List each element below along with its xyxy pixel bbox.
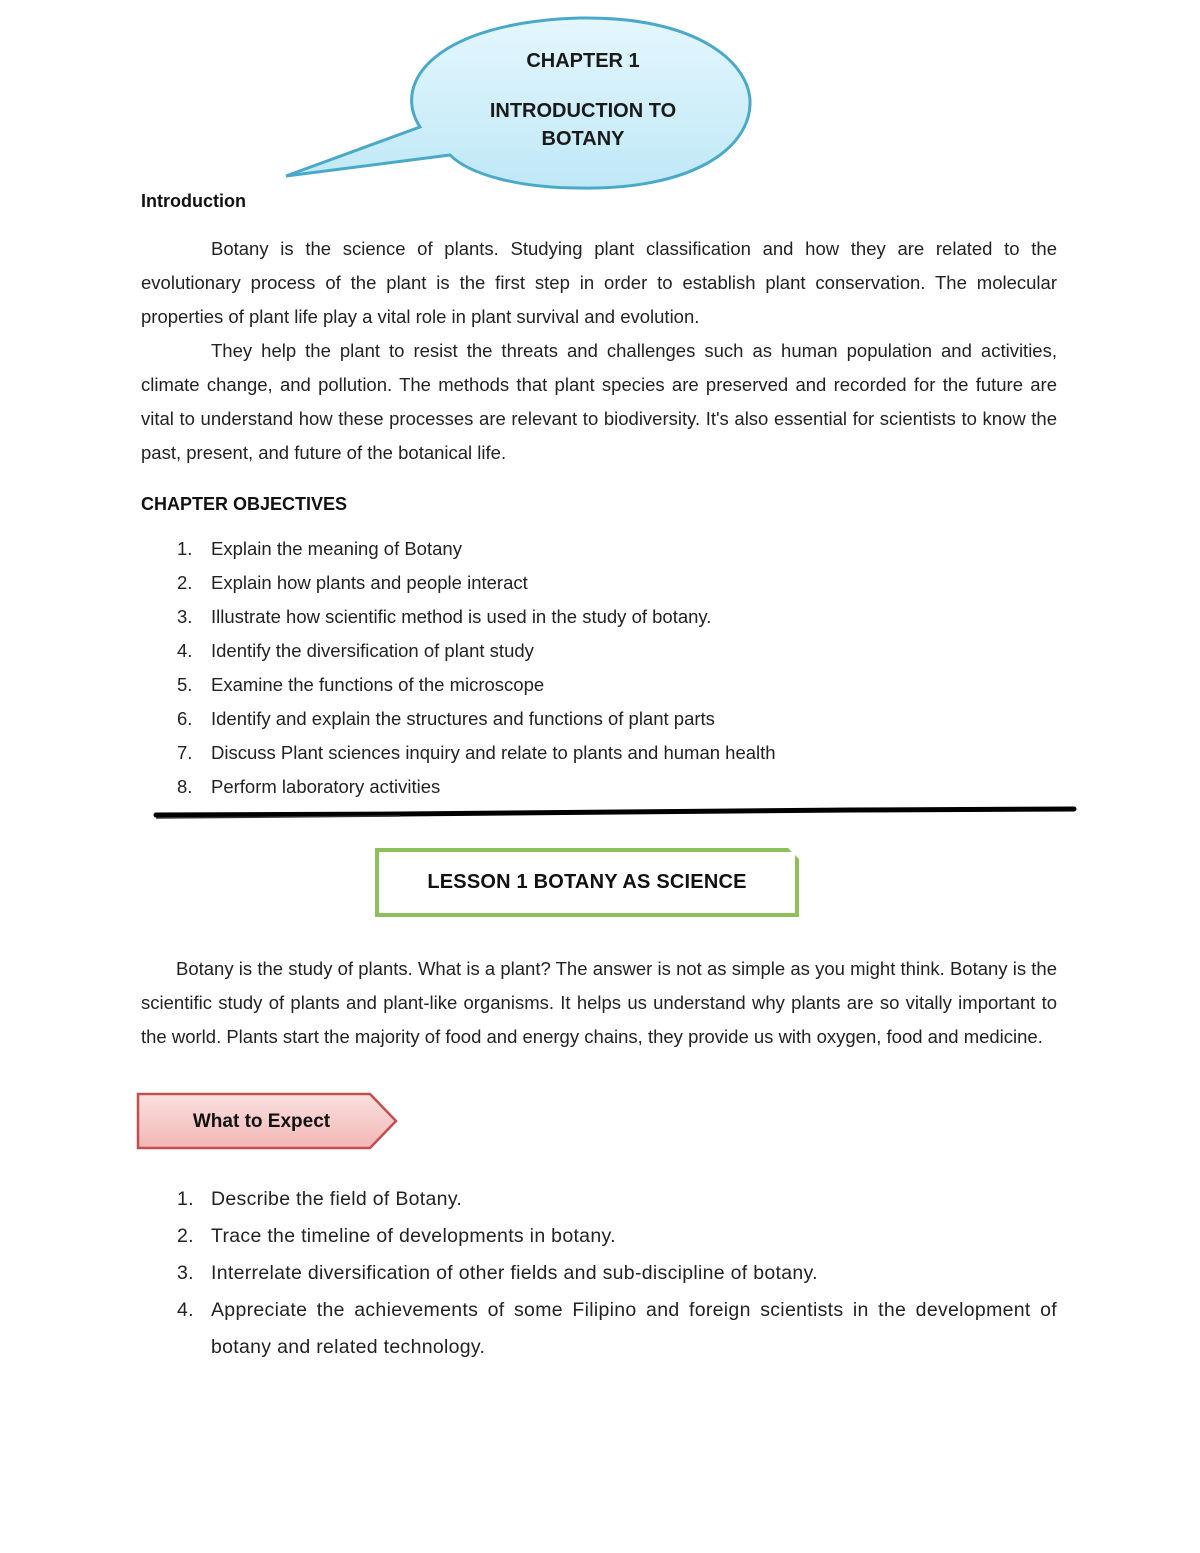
list-item-number: 5. <box>177 674 193 695</box>
list-item-text: Describe the field of Botany. <box>211 1188 463 1210</box>
lesson-paragraph-text: Botany is the study of plants. What is a plant? The answer is not as simple as you might think. Botany is the scientific study of plants and plant-like organisms. It helps us understand why plants are so vitally important to the world. Plants start the majority of food and energy chains, they provide us with oxygen, food and medicine. <box>141 958 1057 1047</box>
list-item-number: 4. <box>177 640 193 661</box>
list-item-text: Explain the meaning of Botany <box>211 538 462 559</box>
list-item-number: 8. <box>177 776 193 797</box>
chapter-title-line2: BOTANY <box>541 128 625 150</box>
list-item-number: 4. <box>177 1299 194 1321</box>
lesson-title-box <box>375 848 799 917</box>
list-item-text: Perform laboratory activities <box>211 776 441 797</box>
list-item-number: 2. <box>177 1225 194 1247</box>
list-item-text: Trace the timeline of developments in botany. <box>211 1225 616 1247</box>
introduction-heading: Introduction <box>141 191 246 211</box>
list-item-number: 1. <box>177 1188 194 1210</box>
list-item <box>141 1292 1057 1366</box>
list-item <box>141 1218 1057 1255</box>
divider-line <box>156 809 1074 815</box>
list-item <box>141 532 776 566</box>
list-item <box>141 566 776 600</box>
list-item-text: Examine the functions of the microscope <box>211 674 545 695</box>
list-item-text: Illustrate how scientific method is used in the study of botany. <box>211 606 712 627</box>
list-item-number: 1. <box>177 538 193 559</box>
introduction-paragraph-1 <box>141 232 1057 334</box>
list-item <box>141 600 776 634</box>
list-item <box>141 702 776 736</box>
lesson-title: LESSON 1 BOTANY AS SCIENCE <box>427 871 747 893</box>
list-item-number: 6. <box>177 708 193 729</box>
list-item-text: Explain how plants and people interact <box>211 572 528 593</box>
objectives-list <box>141 532 776 804</box>
list-item-number: 7. <box>177 742 193 763</box>
introduction-paragraph-2-text: They help the plant to resist the threats and challenges such as human population and activities, climate change, and pollution. The methods that plant species are preserved and recorded for the future are vital to understand how these processes are relevant to biodiversity. It's also essential for scientists to know the past, present, and future of the botanical life. <box>141 340 1057 463</box>
expect-list <box>141 1181 1057 1366</box>
introduction-paragraph-2 <box>141 334 1057 470</box>
list-item-number: 3. <box>177 606 193 627</box>
list-item <box>141 668 776 702</box>
list-item <box>141 1181 1057 1218</box>
list-item-text: Identify the diversification of plant study <box>211 640 534 661</box>
callout-text <box>458 50 708 153</box>
list-item-text: Discuss Plant sciences inquiry and relate to plants and human health <box>211 742 776 763</box>
what-to-expect-label: What to Expect <box>192 1111 331 1132</box>
list-item <box>141 1255 1057 1292</box>
introduction-paragraph-1-text: Botany is the science of plants. Studying plant classification and how they are related to the evolutionary process of the plant is the first step in order to establish plant conservation. The molecular properties of plant life play a vital role in plant survival and evolution. <box>141 238 1057 327</box>
lesson-paragraph <box>141 952 1057 1054</box>
objectives-heading: CHAPTER OBJECTIVES <box>141 494 348 514</box>
lesson-box-corner <box>786 846 801 861</box>
list-item-text: Appreciate the achievements of some Filipino and foreign scientists in the development of botany and related technology. <box>211 1299 1057 1358</box>
list-item <box>141 634 776 668</box>
list-item-number: 3. <box>177 1262 194 1284</box>
list-item <box>141 770 776 804</box>
list-item-text: Identify and explain the structures and functions of plant parts <box>211 708 715 729</box>
list-item-text: Interrelate diversification of other fields and sub-discipline of botany. <box>211 1262 818 1284</box>
list-item <box>141 736 776 770</box>
chapter-label: CHAPTER 1 <box>526 50 640 72</box>
chapter-title-line1: INTRODUCTION TO <box>489 100 677 122</box>
section-divider <box>150 800 1080 824</box>
list-item-number: 2. <box>177 572 193 593</box>
